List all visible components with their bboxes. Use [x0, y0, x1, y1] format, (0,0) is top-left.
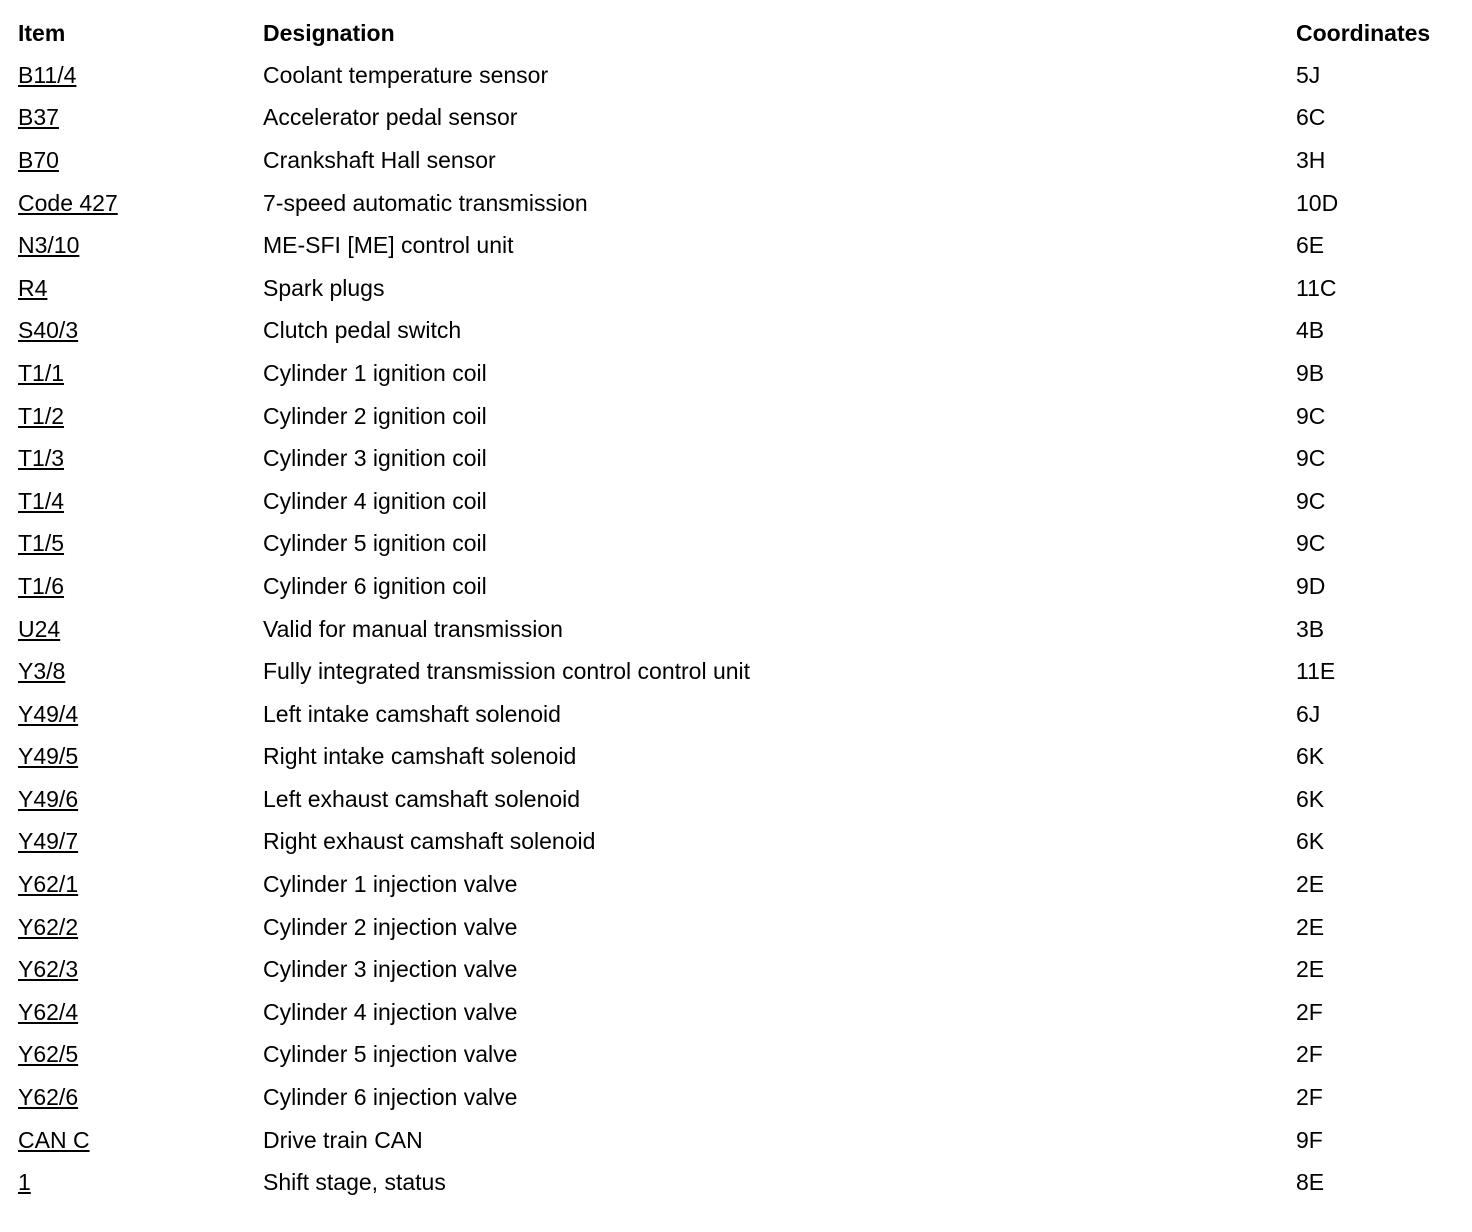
designation-cell: Fully integrated transmission control control unit — [263, 658, 751, 685]
item-link[interactable]: T1/1 — [18, 359, 65, 386]
designation-cell: Cylinder 6 injection valve — [263, 1084, 518, 1111]
coordinates-cell: 9C — [1296, 530, 1326, 557]
item-link[interactable]: Y62/3 — [18, 956, 79, 983]
designation-cell: Crankshaft Hall sensor — [263, 146, 496, 173]
coordinates-cell: 8E — [1296, 1169, 1325, 1196]
designation-cell: Right exhaust camshaft solenoid — [263, 828, 596, 855]
table-row — [18, 310, 1458, 353]
table-row — [18, 1119, 1458, 1162]
designation-cell: Left exhaust camshaft solenoid — [263, 785, 581, 812]
item-link[interactable]: R4 — [18, 274, 48, 301]
item-link[interactable]: B37 — [18, 104, 59, 131]
item-link[interactable]: U24 — [18, 615, 61, 642]
table-row — [18, 736, 1458, 779]
item-cell — [18, 1076, 263, 1119]
item-cell — [18, 608, 263, 651]
table-row — [18, 821, 1458, 864]
item-link[interactable]: Code 427 — [18, 189, 118, 216]
table-row — [18, 693, 1458, 736]
item-cell — [18, 224, 263, 267]
item-link[interactable]: CAN C — [18, 1126, 90, 1153]
table-row — [18, 523, 1458, 566]
coordinates-cell: 2F — [1296, 1084, 1323, 1111]
item-cell — [18, 991, 263, 1034]
item-link[interactable]: Y49/5 — [18, 743, 79, 770]
item-cell — [18, 1161, 263, 1204]
coordinates-cell: 5J — [1296, 61, 1321, 88]
coordinates-cell: 9B — [1296, 359, 1325, 386]
item-link[interactable]: T1/5 — [18, 530, 65, 557]
item-cell — [18, 565, 263, 608]
item-link[interactable]: T1/2 — [18, 402, 65, 429]
table-row — [18, 608, 1458, 651]
item-cell — [18, 863, 263, 906]
coordinates-cell: 6K — [1296, 743, 1325, 770]
item-link[interactable]: B11/4 — [18, 61, 77, 88]
designation-cell: Shift stage, status — [263, 1169, 446, 1196]
item-cell — [18, 948, 263, 991]
table-row — [18, 948, 1458, 991]
designation-cell: Accelerator pedal sensor — [263, 104, 518, 131]
designation-cell: Left intake camshaft solenoid — [263, 700, 561, 727]
item-cell — [18, 310, 263, 353]
coordinates-cell: 2E — [1296, 913, 1325, 940]
table-row — [18, 1161, 1458, 1204]
item-link[interactable]: Y62/5 — [18, 1041, 79, 1068]
table-row — [18, 97, 1458, 140]
table-row — [18, 650, 1458, 693]
table-row — [18, 1034, 1458, 1077]
column-header-coordinates: Coordinates — [1296, 19, 1431, 46]
designation-cell: Cylinder 1 injection valve — [263, 871, 518, 898]
table-row — [18, 480, 1458, 523]
item-link[interactable]: Y62/4 — [18, 998, 79, 1025]
table-row — [18, 991, 1458, 1034]
item-cell — [18, 267, 263, 310]
table-row — [18, 565, 1458, 608]
designation-cell: Drive train CAN — [263, 1126, 423, 1153]
coordinates-cell: 2F — [1296, 1041, 1323, 1068]
table-row — [18, 54, 1458, 97]
table-row — [18, 906, 1458, 949]
coordinates-cell: 2E — [1296, 956, 1325, 983]
item-link[interactable]: Y49/6 — [18, 785, 79, 812]
designation-cell: ME-SFI [ME] control unit — [263, 232, 514, 259]
coordinates-cell: 11C — [1296, 274, 1337, 301]
designation-cell: Cylinder 6 ignition coil — [263, 572, 487, 599]
item-link[interactable]: Y62/1 — [18, 871, 79, 898]
item-link[interactable]: N3/10 — [18, 232, 80, 259]
item-link[interactable]: Y62/2 — [18, 913, 79, 940]
item-link[interactable]: S40/3 — [18, 317, 79, 344]
item-link[interactable]: Y49/7 — [18, 828, 79, 855]
item-cell — [18, 736, 263, 779]
coordinates-cell: 4B — [1296, 317, 1325, 344]
component-legend-table — [18, 12, 1458, 1204]
item-cell — [18, 97, 263, 140]
designation-cell: Right intake camshaft solenoid — [263, 743, 577, 770]
table-row — [18, 352, 1458, 395]
item-link[interactable]: Y49/4 — [18, 700, 79, 727]
designation-cell: Cylinder 3 ignition coil — [263, 445, 487, 472]
table-header — [18, 12, 1458, 54]
item-cell — [18, 821, 263, 864]
item-link[interactable]: 1 — [18, 1169, 31, 1196]
table-row — [18, 778, 1458, 821]
coordinates-cell: 2F — [1296, 998, 1323, 1025]
designation-cell: Cylinder 5 ignition coil — [263, 530, 487, 557]
designation-cell: Spark plugs — [263, 274, 385, 301]
item-cell — [18, 778, 263, 821]
coordinates-cell: 2E — [1296, 871, 1325, 898]
table-row — [18, 1076, 1458, 1119]
item-cell — [18, 480, 263, 523]
coordinates-cell: 6C — [1296, 104, 1326, 131]
column-header-item: Item — [18, 19, 66, 46]
column-header-designation: Designation — [263, 19, 395, 46]
item-cell — [18, 395, 263, 438]
item-cell — [18, 352, 263, 395]
item-cell — [18, 1119, 263, 1162]
designation-cell: Cylinder 4 ignition coil — [263, 487, 487, 514]
designation-cell: Cylinder 2 ignition coil — [263, 402, 487, 429]
table-row — [18, 267, 1458, 310]
designation-cell: Cylinder 5 injection valve — [263, 1041, 518, 1068]
coordinates-cell: 9C — [1296, 445, 1326, 472]
table-row — [18, 139, 1458, 182]
item-cell — [18, 650, 263, 693]
coordinates-cell: 6K — [1296, 785, 1325, 812]
coordinates-cell: 9C — [1296, 487, 1326, 514]
item-link[interactable]: Y62/6 — [18, 1084, 79, 1111]
designation-cell: Cylinder 4 injection valve — [263, 998, 518, 1025]
coordinates-cell: 3B — [1296, 615, 1325, 642]
designation-cell: Valid for manual transmission — [263, 615, 563, 642]
item-link[interactable]: T1/3 — [18, 445, 65, 472]
table-row — [18, 863, 1458, 906]
coordinates-cell: 9C — [1296, 402, 1326, 429]
item-cell — [18, 54, 263, 97]
table-row — [18, 224, 1458, 267]
item-link[interactable]: T1/4 — [18, 487, 65, 514]
item-link[interactable]: Y3/8 — [18, 658, 66, 685]
item-cell — [18, 523, 263, 566]
coordinates-cell: 6K — [1296, 828, 1325, 855]
item-cell — [18, 182, 263, 225]
designation-cell: Cylinder 3 injection valve — [263, 956, 518, 983]
designation-cell: Cylinder 1 ignition coil — [263, 359, 487, 386]
header-row — [18, 12, 1458, 54]
coordinates-cell: 10D — [1296, 189, 1339, 216]
coordinates-cell: 9D — [1296, 572, 1326, 599]
table-row — [18, 395, 1458, 438]
coordinates-cell: 3H — [1296, 146, 1326, 173]
item-cell — [18, 437, 263, 480]
item-cell — [18, 139, 263, 182]
designation-cell: Cylinder 2 injection valve — [263, 913, 518, 940]
item-link[interactable]: T1/6 — [18, 572, 65, 599]
item-cell — [18, 906, 263, 949]
designation-cell: Coolant temperature sensor — [263, 61, 549, 88]
coordinates-cell: 9F — [1296, 1126, 1323, 1153]
item-link[interactable]: B70 — [18, 146, 59, 173]
table-body — [18, 54, 1458, 1204]
table-row — [18, 182, 1458, 225]
item-cell — [18, 1034, 263, 1077]
item-cell — [18, 693, 263, 736]
coordinates-cell: 6J — [1296, 700, 1321, 727]
designation-cell: Clutch pedal switch — [263, 317, 462, 344]
coordinates-cell: 6E — [1296, 232, 1325, 259]
table-row — [18, 437, 1458, 480]
coordinates-cell: 11E — [1296, 658, 1336, 685]
designation-cell: 7-speed automatic transmission — [263, 189, 588, 216]
